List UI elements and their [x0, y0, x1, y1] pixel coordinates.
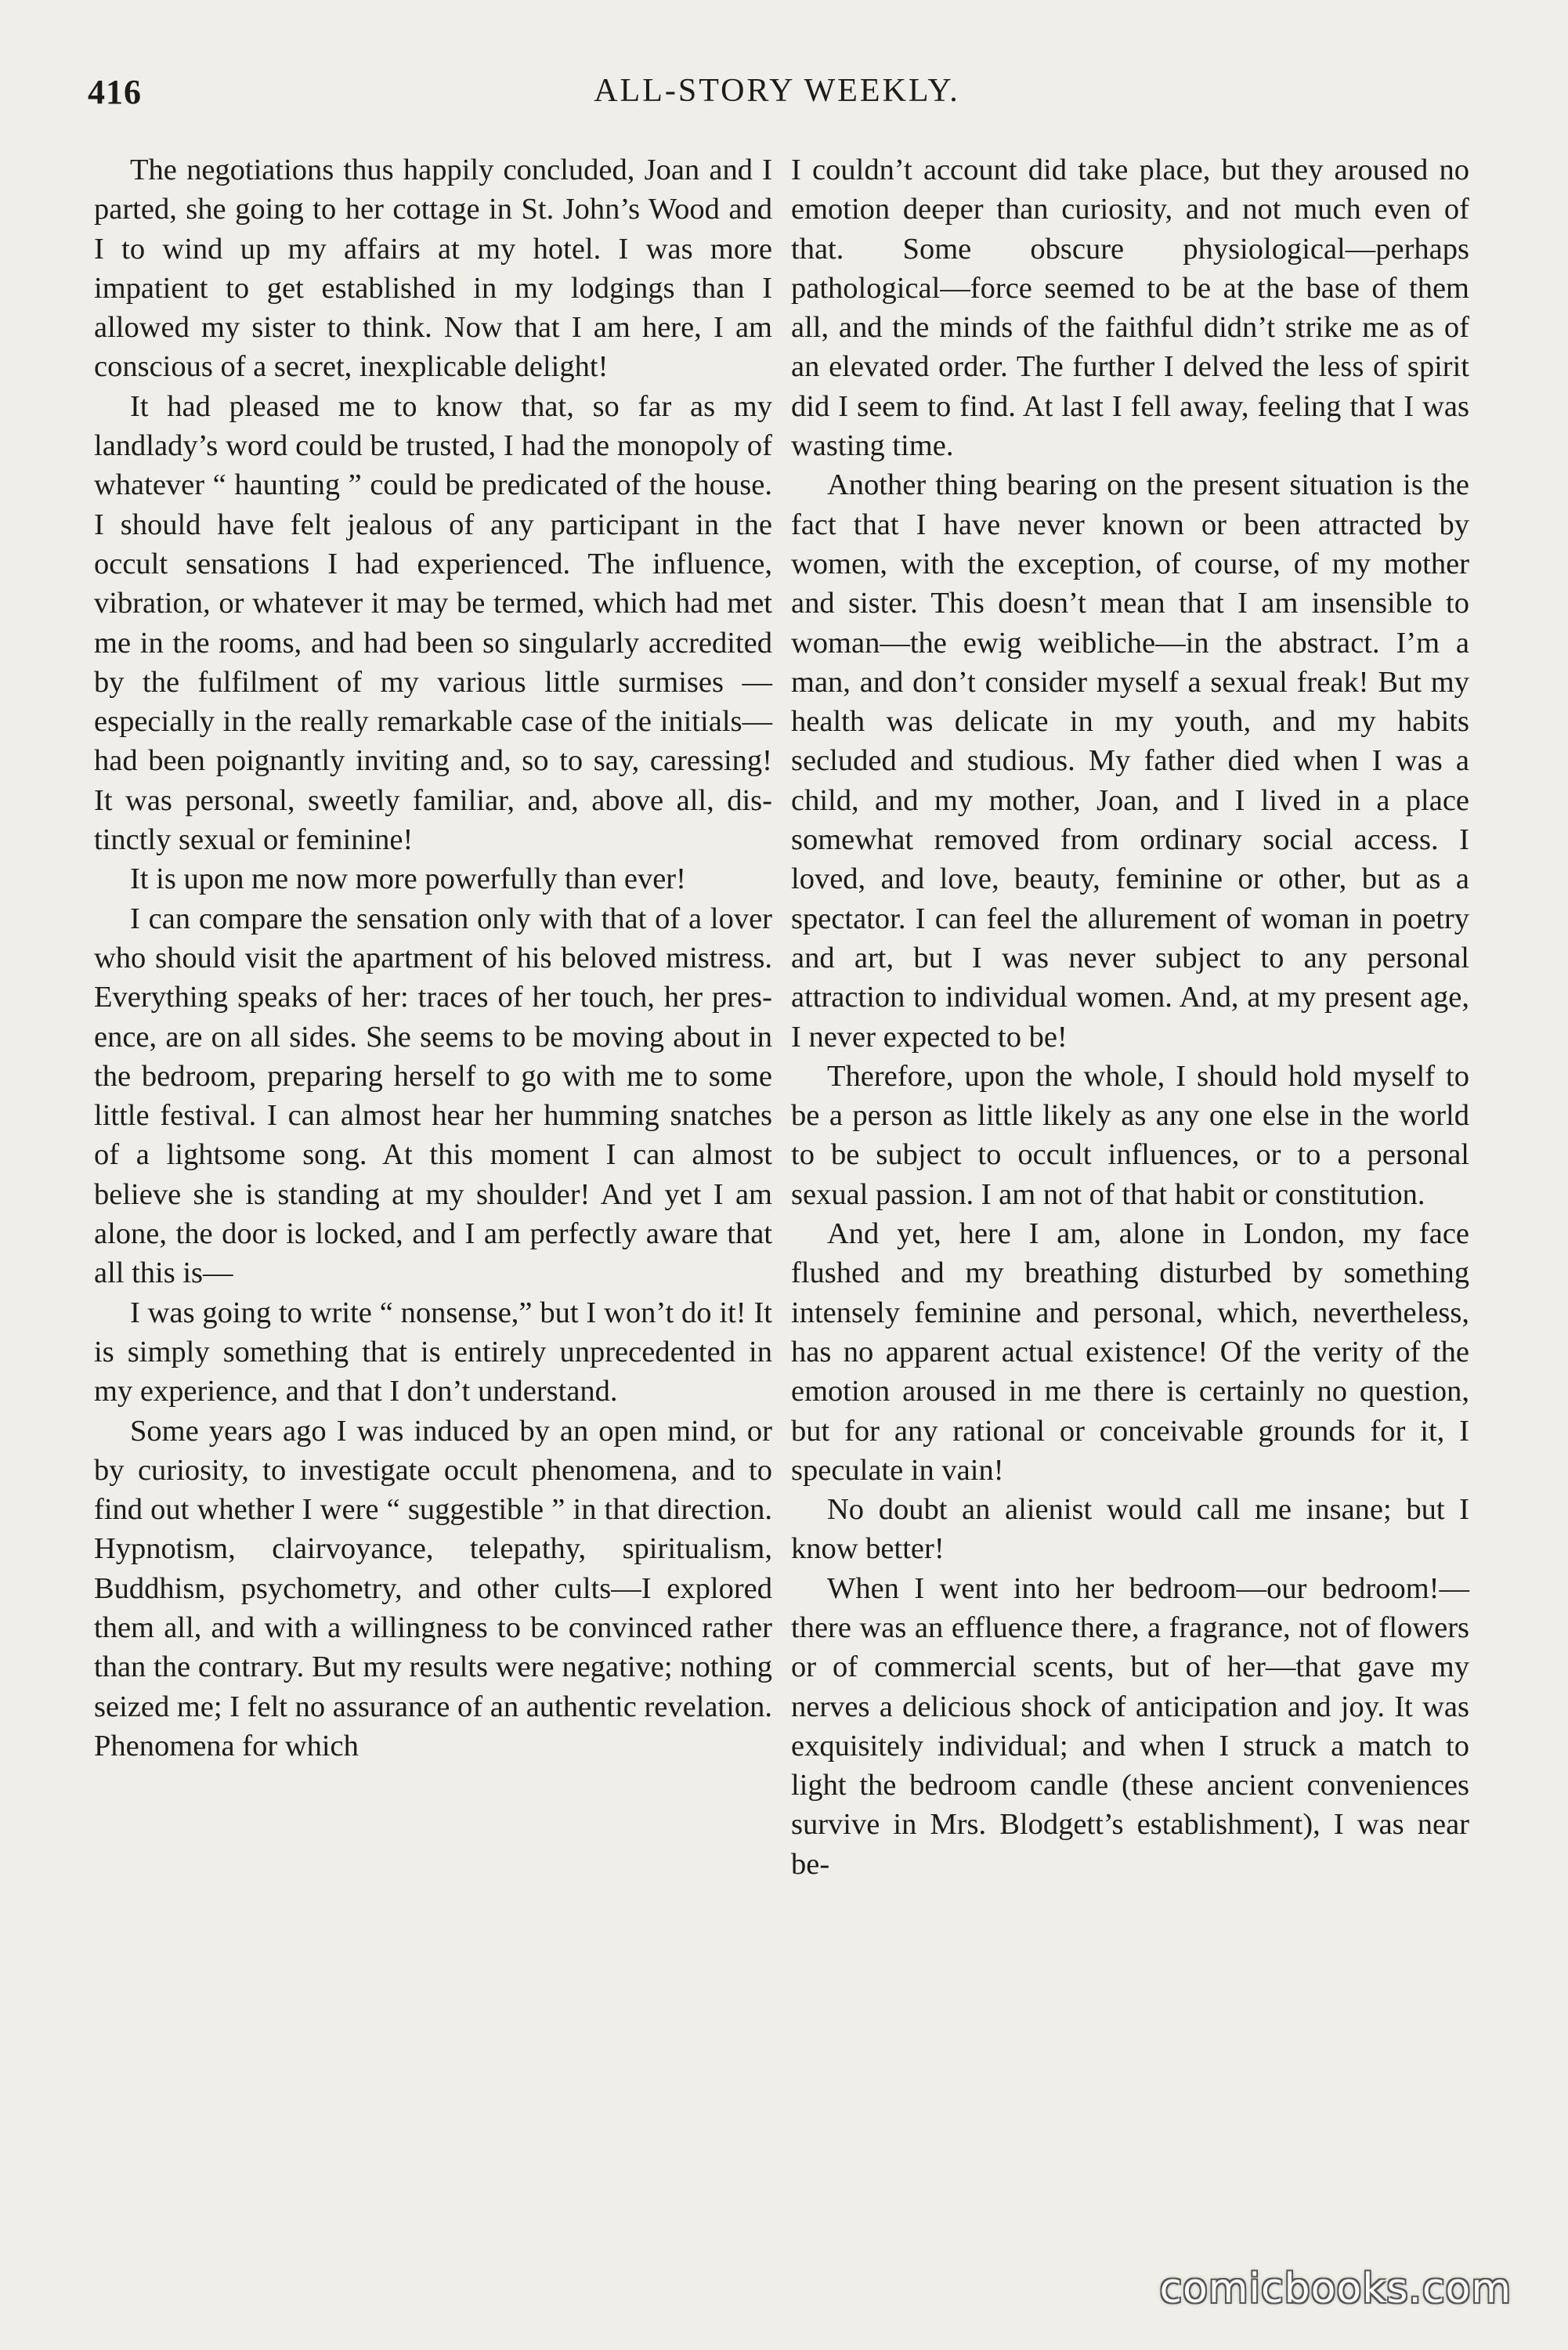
paragraph: It is upon me now more powerfully than ever!: [130, 862, 686, 896]
site-watermark: comicbooks.com: [1159, 2265, 1512, 2312]
paragraph: I was going to write “ nonsense,” but I won’t do it! It is simply something that is entirely unprecedented in my experience, and that I don’t understand.: [94, 1296, 772, 1408]
running-head: ALL-STORY WEEKLY.: [594, 73, 960, 109]
page-number: 416: [88, 73, 142, 111]
left-column: [94, 150, 772, 1766]
paragraph: When I went into her bedroom—our bedroom!—there was an effluence there, a fragrance, not of flowers or of commercial scents, but of her—that gave my nerves a delicious shock of anticipation and joy. It was exquisitely individual; and when I struck a match to light the bedroom candle (these ancient conveniences survive in Mrs. Blodgett’s establishment), I was near be-: [791, 1571, 1469, 1881]
paragraph: It had pleased me to know that, so far as my landlady’s word could be trusted, I had the monopoly of whatever “ haunting ” could be predicated of the house. I should have felt jealous of any participant in the occult sensations I had experienced. The influence, vibration, or whatever it may be termed, which had met me in the rooms, and had been so singularly accredited by the fulfilment of my various little surmises —especially in the really remarkable case of the initials—had been poignantly inviting and, so to say, caressing! It was personal, sweetly familiar, and, above all, distinctly sexual or feminine!: [94, 389, 772, 857]
right-column: [791, 150, 1469, 1884]
paragraph-continued: I couldn’t account did take place, but they aroused no emotion deeper than curiosity, and not much even of that. Some obscure physiological—perhaps pathological—force seemed to be at the base of them all, and the minds of the faithful didn’t strike me as of an elevated order. The further I delved the less of spirit did I seem to find. At last I fell away, feeling that I was wasting time.: [791, 154, 1469, 463]
page-header: [88, 72, 1466, 127]
paragraph: And yet, here I am, alone in London, my face flushed and my breathing disturbed by something intensely feminine and personal, which, nevertheless, has no apparent actual existence! Of the verity of the emotion aroused in me there is certainly no question, but for any rational or conceivable grounds for it, I speculate in vain!: [791, 1217, 1469, 1487]
paragraph: Another thing bearing on the present situation is the fact that I have never known or been attracted by women, with the exception, of course, of my mother and sister. This doesn’t mean that I am insensible to woman—the ewig weibliche—in the abstract. I’m a man, and don’t consider myself a sexual freak! But my health was delicate in my youth, and my habits secluded and studious. My father died when I was a child, and my mother, Joan, and I lived in a place somewhat removed from ordinary social access. I loved, and love, beauty, feminine or other, but as a spectator. I can feel the allurement of woman in poetry and art, but I was never subject to any personal attraction to individual women. And, at my present age, I never expected to be!: [791, 468, 1469, 1054]
paragraph: The negotiations thus happily concluded, Joan and I parted, she going to her cottage in St. John’s Wood and I to wind up my affairs at my hotel. I was more impatient to get established in my lodgings than I allowed my sister to think. Now that I am here, I am conscious of a secret, inexplicable delight!: [94, 154, 772, 384]
paragraph: Therefore, upon the whole, I should hold myself to be a person as little likely as any one else in the world to be subject to occult influences, or to a personal sexual passion. I am not of that habit or constitution.: [791, 1059, 1469, 1211]
paragraph: I can compare the sensation only with that of a lover who should visit the apartment of his beloved mistress. Everything speaks of her: traces of her touch, her presence, are on all sides. She seems to be moving about in the bedroom, preparing herself to go with me to some little festival. I can almost hear her humming snatches of a lightsome song. At this moment I can almost believe she is standing at my shoulder! And yet I am alone, the door is locked, and I am perfectly aware that all this is—: [94, 902, 772, 1290]
paragraph: Some years ago I was induced by an open mind, or by curiosity, to investigate occult phenomena, and to find out whether I were “ suggestible ” in that direction. Hypnotism, clairvoyance, telepathy, spiritualism, Buddhism, psychometry, and other cults—I explored them all, and with a willingness to be convinced rather than the contrary. But my results were negative; nothing seized me; I felt no assurance of an authentic revelation. Phenomena for which: [94, 1414, 772, 1762]
paragraph: No doubt an alienist would call me insane; but I know better!: [791, 1493, 1469, 1566]
